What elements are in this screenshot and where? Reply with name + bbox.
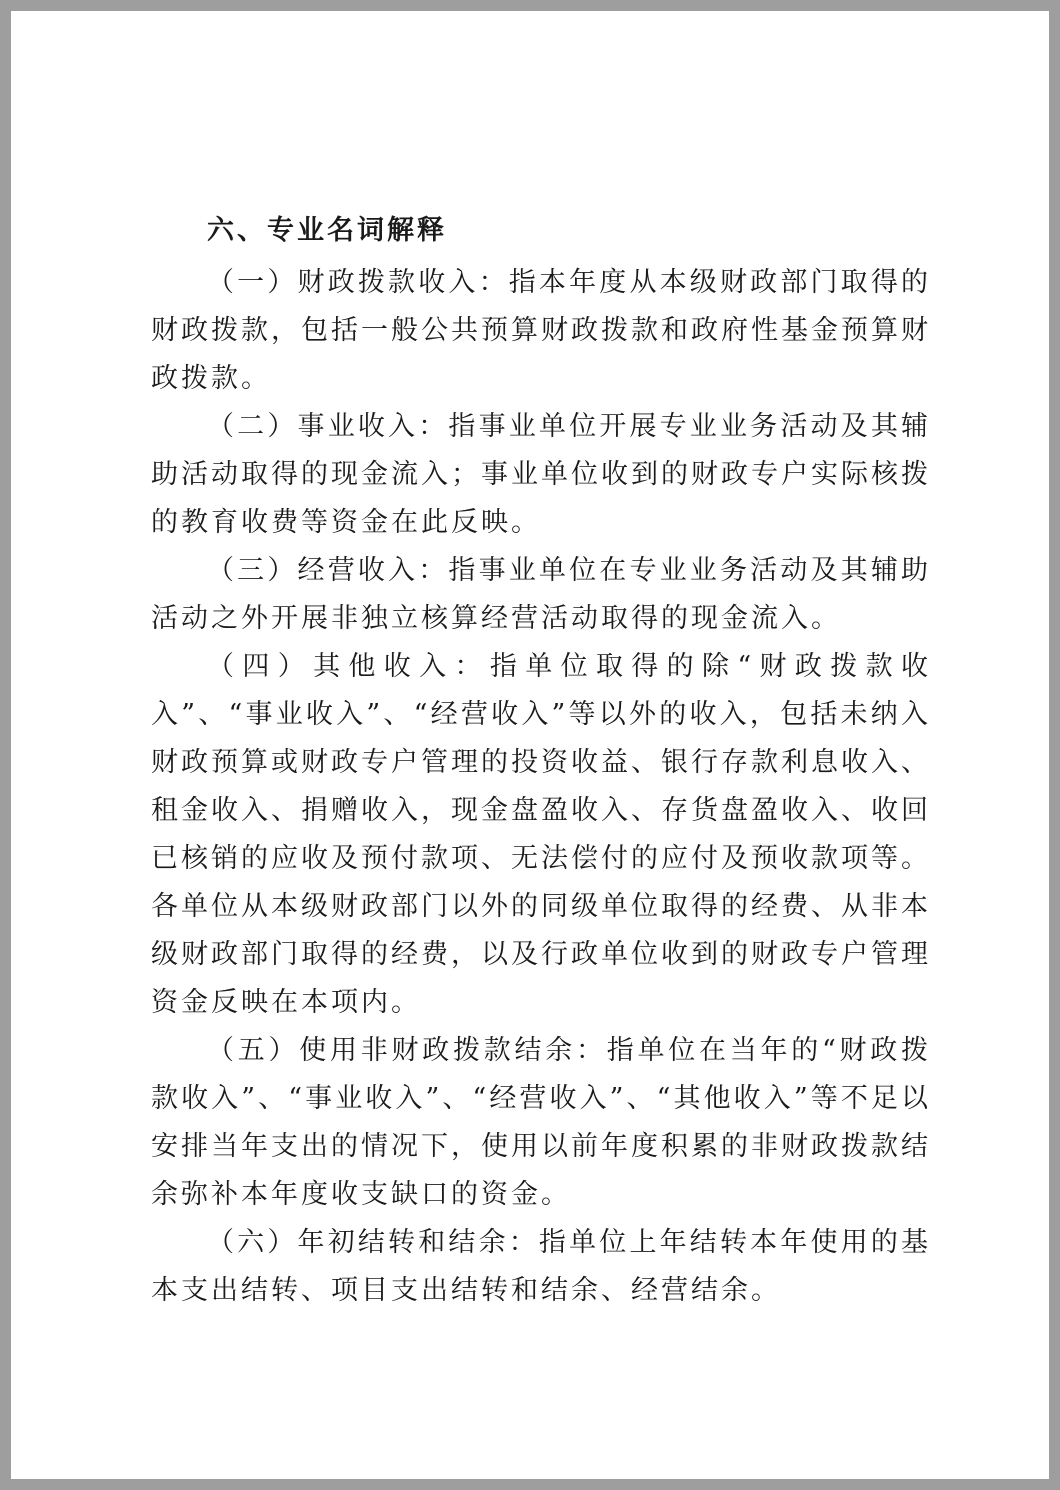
term-label: （三）经营收入： <box>207 555 449 586</box>
term-label: （六）年初结转和结余： <box>207 1227 539 1258</box>
term-definition: 指单位上年结转本年使用的基本支出结转、项目支出结转和结余、经营结余。 <box>151 1227 932 1306</box>
term-label: （二）事业收入： <box>207 411 449 442</box>
paragraph-opening-carryover <box>151 1219 931 1315</box>
term-definition: 指事业单位在专业业务活动及其辅助活动之外开展非独立核算经营活动取得的现金流入。 <box>151 555 932 634</box>
paragraph-other-income <box>151 643 931 1027</box>
term-definition: 指单位在当年的“财政拨款收入”、“事业收入”、“经营收入”、“其他收入”等不足以安排当年支出的情况下，使用以前年度积累的非财政拨款结余弥补本年度收支缺口的资金。 <box>151 1035 931 1210</box>
document-body <box>151 207 931 1315</box>
term-definition: 指单位取得的除“财政拨款收入”、“事业收入”、“经营收入”等以外的收入，包括未纳入财政预算或财政专户管理的投资收益、银行存款利息收入、租金收入、捐赠收入，现金盘盈收入、存货盘盈收入、收回已核销的应收及预付款项、无法偿付的应付及预收款项等。各单位从本级财政部门以外的同级单位取得的经费、从非本级财政部门取得的经费，以及行政单位收到的财政专户管理资金反映在本项内。 <box>151 651 931 1018</box>
term-definition: 指本年度从本级财政部门取得的财政拨款，包括一般公共预算财政拨款和政府性基金预算财政拨款。 <box>151 267 932 394</box>
paragraph-fiscal-appropriation-income <box>151 259 931 403</box>
paragraph-business-income <box>151 403 931 547</box>
document-page <box>11 11 1049 1479</box>
term-label: （五）使用非财政拨款结余： <box>207 1035 607 1066</box>
paragraph-operating-income <box>151 547 931 643</box>
section-heading: 六、专业名词解释 <box>207 215 447 246</box>
paragraph-non-fiscal-surplus-use <box>151 1027 931 1219</box>
term-label: （一）财政拨款收入： <box>207 267 509 298</box>
term-definition: 指事业单位开展专业业务活动及其辅助活动取得的现金流入；事业单位收到的财政专户实际核拨的教育收费等资金在此反映。 <box>151 411 932 538</box>
term-label: （四）其他收入： <box>207 651 490 682</box>
